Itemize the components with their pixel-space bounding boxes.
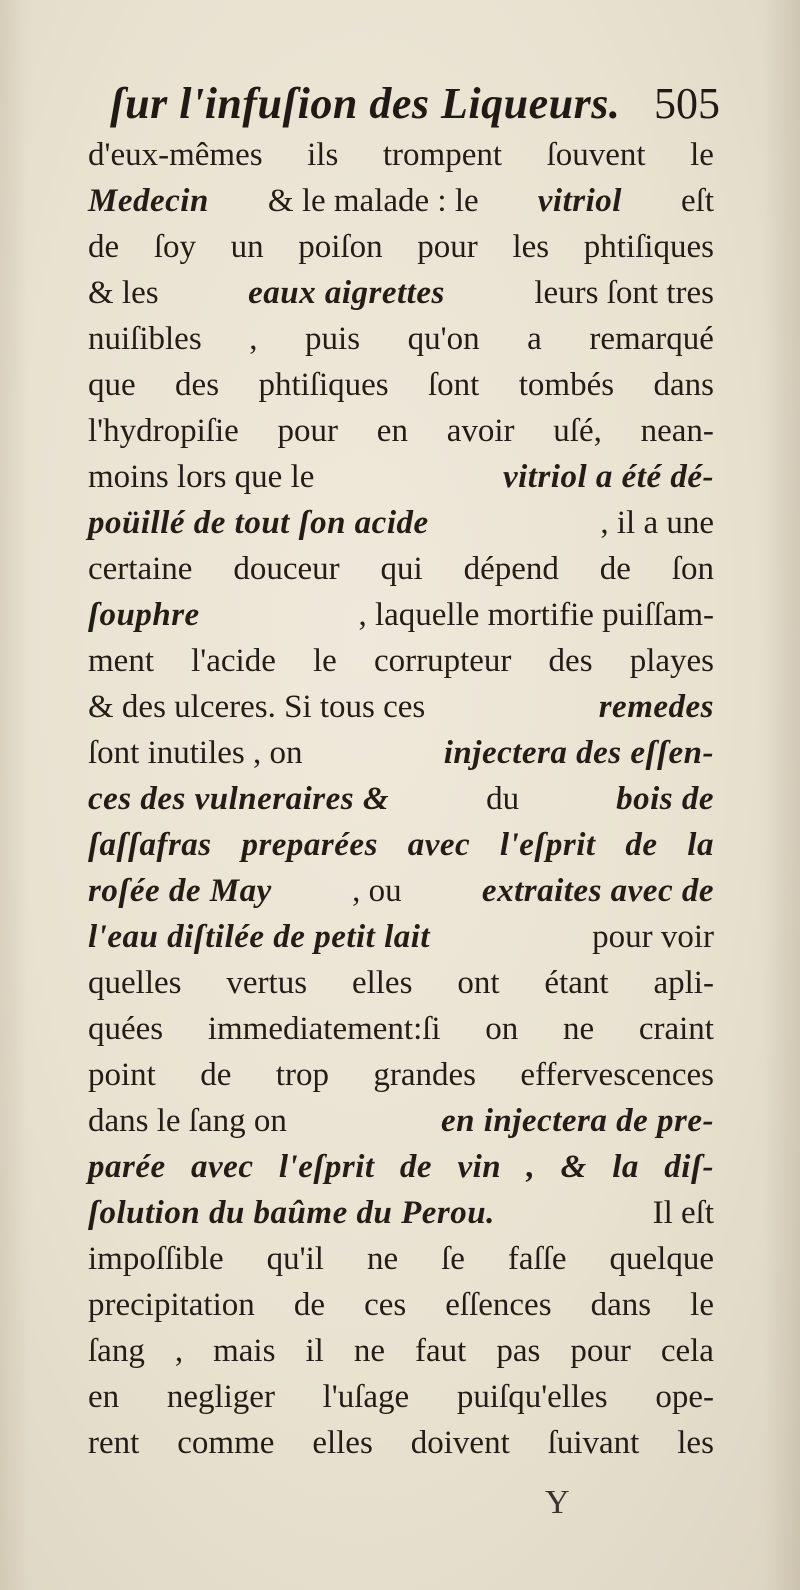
word: que: [88, 367, 136, 403]
word: les: [512, 229, 550, 265]
text-line: [88, 1190, 714, 1236]
roman-text: leurs ſont tres: [526, 275, 714, 311]
word: de: [399, 1149, 433, 1185]
italic-text: [88, 1144, 714, 1190]
text-line: [88, 1374, 714, 1420]
word: avoir: [446, 413, 515, 449]
text-line: [88, 546, 714, 592]
text-line: [88, 776, 714, 822]
italic-text: extraites avec de: [481, 873, 714, 909]
text-line: [88, 1236, 714, 1282]
page-edge-shadow: [762, 0, 800, 1590]
italic-text: vitriol: [537, 183, 622, 219]
italic-text: [88, 822, 714, 868]
word: ſon: [671, 551, 714, 587]
word: qui: [380, 551, 423, 587]
word: trompent: [382, 137, 503, 173]
word: impoſſible: [88, 1241, 224, 1277]
roman-text: [88, 1236, 714, 1282]
text-line: [88, 454, 714, 500]
word: de: [200, 1057, 232, 1093]
word: ſont: [428, 367, 480, 403]
word: trop: [275, 1057, 329, 1093]
word: les: [677, 1425, 714, 1461]
text-line: [88, 362, 714, 408]
word: l'acide: [191, 643, 276, 679]
word: le: [690, 137, 714, 173]
text-line: [88, 1006, 714, 1052]
word: precipitation: [88, 1287, 255, 1323]
word: remarqué: [589, 321, 714, 357]
word: poiſon: [298, 229, 383, 265]
word: des: [175, 367, 220, 403]
word: ſouvent: [546, 137, 646, 173]
word: diſ-: [664, 1149, 714, 1185]
word: puis: [305, 321, 361, 357]
word: de: [599, 551, 631, 587]
word: on: [485, 1011, 519, 1047]
text-line: [88, 730, 714, 776]
text-line: [88, 914, 714, 960]
word: apli-: [653, 965, 714, 1001]
word: nuiſibles: [88, 321, 202, 357]
word: nean-: [640, 413, 714, 449]
text-line: [88, 1328, 714, 1374]
word: ſaſſafras: [88, 827, 212, 863]
roman-text: [88, 1374, 714, 1420]
italic-text: ſouphre: [88, 597, 200, 633]
italic-text: injectera des eſſen-: [443, 735, 714, 771]
italic-text: vitriol a été dé-: [502, 459, 714, 495]
roman-text: [88, 316, 714, 362]
word: le: [690, 1287, 714, 1323]
word: qu'il: [266, 1241, 324, 1277]
word: point: [88, 1057, 156, 1093]
word: l'eſprit: [499, 827, 596, 863]
word: rent: [88, 1425, 140, 1461]
word: faſſe: [507, 1241, 567, 1277]
word: l'hydropiſie: [88, 413, 239, 449]
text-line: [88, 224, 714, 270]
page-gutter-shadow: [0, 0, 30, 1590]
italic-text: poüillé de tout ſon acide: [88, 505, 429, 541]
roman-text: pour voir: [583, 919, 714, 955]
word: avec: [191, 1149, 254, 1185]
word: ,: [526, 1149, 536, 1185]
italic-text: eaux aigrettes: [248, 275, 445, 311]
word: eſſences: [445, 1287, 552, 1323]
text-line: [88, 1052, 714, 1098]
text-line: [88, 822, 714, 868]
text-line: [88, 408, 714, 454]
word: quées: [88, 1011, 164, 1047]
word: ope-: [655, 1379, 714, 1415]
body-text: [88, 132, 714, 1466]
word: cela: [660, 1333, 714, 1369]
word: phtiſiques: [258, 367, 389, 403]
text-line: [88, 270, 714, 316]
word: qu'on: [407, 321, 480, 357]
roman-text: [88, 224, 714, 270]
text-line: [88, 684, 714, 730]
word: parée: [88, 1149, 166, 1185]
word: a: [527, 321, 542, 357]
signature-mark: Y: [545, 1484, 570, 1521]
roman-text: dans le ſang on: [88, 1103, 296, 1139]
roman-text: [88, 1420, 714, 1466]
word: certaine: [88, 551, 193, 587]
text-line: [88, 1144, 714, 1190]
text-line: [88, 638, 714, 684]
word: playes: [629, 643, 714, 679]
word: avec: [407, 827, 471, 863]
word: en: [88, 1379, 120, 1415]
word: ,: [174, 1333, 184, 1369]
roman-text: du: [477, 781, 528, 817]
roman-text: & les: [88, 275, 167, 311]
roman-text: & des ulceres. Si tous ces: [88, 689, 434, 725]
word: puiſqu'elles: [456, 1379, 608, 1415]
word: quelles: [88, 965, 182, 1001]
roman-text: Il eſt: [644, 1195, 714, 1231]
word: ,: [249, 321, 258, 357]
roman-text: [88, 638, 714, 684]
roman-text: eſt: [672, 183, 714, 219]
word: &: [560, 1149, 587, 1185]
text-line: [88, 1282, 714, 1328]
word: quelque: [609, 1241, 714, 1277]
roman-text: moins lors que le: [88, 459, 323, 495]
word: la: [687, 827, 714, 863]
word: ne: [366, 1241, 399, 1277]
word: ont: [457, 965, 500, 1001]
word: ſoy: [153, 229, 196, 265]
italic-text: roſée de May: [88, 873, 272, 909]
roman-text: , ou: [343, 873, 410, 909]
roman-text: [88, 408, 714, 454]
word: l'uſage: [322, 1379, 410, 1415]
page-header: [110, 78, 720, 138]
italic-text: en injectera de pre-: [440, 1103, 714, 1139]
word: uſé,: [553, 413, 602, 449]
roman-text: [88, 546, 714, 592]
word: de: [625, 827, 658, 863]
text-line: [88, 1420, 714, 1466]
roman-text: & le malade : le: [259, 183, 487, 219]
word: effervescences: [520, 1057, 714, 1093]
word: il: [305, 1333, 324, 1369]
word: ne: [562, 1011, 595, 1047]
word: douceur: [233, 551, 340, 587]
italic-text: bois de: [616, 781, 714, 817]
word: ſuivant: [547, 1425, 640, 1461]
roman-text: [88, 1052, 714, 1098]
word: immediatement:ſi: [207, 1011, 441, 1047]
word: tombés: [518, 367, 615, 403]
text-line: [88, 178, 714, 224]
word: le: [313, 643, 337, 679]
word: mais: [213, 1333, 276, 1369]
text-line: [88, 868, 714, 914]
word: dans: [653, 367, 714, 403]
word: vertus: [226, 965, 308, 1001]
roman-text: ſont inutiles , on: [88, 735, 311, 771]
text-line: [88, 1098, 714, 1144]
word: en: [376, 413, 408, 449]
word: l'eſprit: [278, 1149, 375, 1185]
word: ces: [364, 1287, 407, 1323]
roman-text: [88, 132, 714, 178]
roman-text: [88, 1328, 714, 1374]
word: ils: [307, 137, 339, 173]
roman-text: [88, 1282, 714, 1328]
word: étant: [544, 965, 609, 1001]
word: phtiſiques: [583, 229, 714, 265]
roman-text: [88, 1006, 714, 1052]
word: negliger: [166, 1379, 275, 1415]
word: des: [548, 643, 593, 679]
word: ne: [353, 1333, 385, 1369]
word: pour: [277, 413, 339, 449]
italic-text: l'eau diſtilée de petit lait: [88, 919, 431, 955]
word: pas: [496, 1333, 541, 1369]
italic-text: Medecin: [88, 183, 209, 219]
page-number: 505: [654, 79, 720, 128]
running-head: ſur l'infuſion des Liqueurs.: [110, 79, 621, 128]
word: craint: [638, 1011, 714, 1047]
word: ſang: [88, 1333, 145, 1369]
text-line: [88, 316, 714, 362]
text-line: [88, 960, 714, 1006]
word: la: [612, 1149, 639, 1185]
word: grandes: [373, 1057, 476, 1093]
word: preparées: [241, 827, 378, 863]
italic-text: remedes: [598, 689, 714, 725]
roman-text: , il a une: [592, 505, 714, 541]
word: elles: [351, 965, 413, 1001]
word: dépend: [463, 551, 559, 587]
word: de: [88, 229, 120, 265]
text-line: [88, 500, 714, 546]
word: ment: [88, 643, 154, 679]
word: faut: [414, 1333, 467, 1369]
word: de: [293, 1287, 325, 1323]
roman-text: [88, 362, 714, 408]
word: un: [230, 229, 264, 265]
roman-text: , laquelle mortifie puiſſam-: [350, 597, 714, 633]
word: pour: [570, 1333, 631, 1369]
word: vin: [457, 1149, 502, 1185]
word: corrupteur: [373, 643, 512, 679]
italic-text: ces des vulneraires &: [88, 781, 390, 817]
word: doivent: [410, 1425, 510, 1461]
text-line: [88, 592, 714, 638]
word: comme: [177, 1425, 275, 1461]
word: d'eux-mêmes: [88, 137, 263, 173]
word: pour: [417, 229, 478, 265]
text-line: [88, 132, 714, 178]
word: dans: [590, 1287, 652, 1323]
roman-text: [88, 960, 714, 1006]
italic-text: ſolution du baûme du Perou.: [88, 1195, 495, 1231]
word: ſe: [441, 1241, 465, 1277]
word: elles: [312, 1425, 373, 1461]
